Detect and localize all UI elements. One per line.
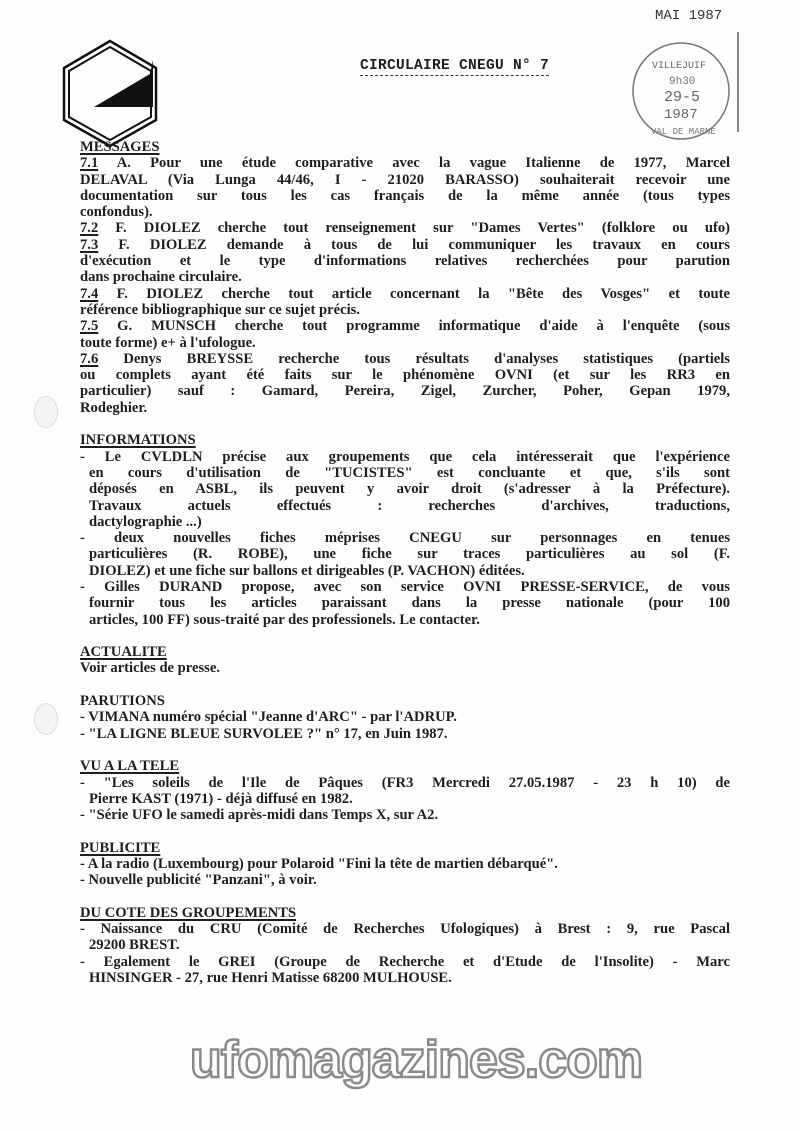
line-text: - deux nouvelles fiches méprises CNEGU sur personnages en tenues [80, 530, 730, 547]
item-number: 7.2 [80, 220, 99, 237]
line-text: articles, 100 FF) sous-traité par des professionels. Le contacter. [89, 611, 480, 628]
line-text: Denys BREYSSE recherche tous résultats d'analyses statistiques (partiels [98, 350, 730, 367]
heading-line [80, 644, 730, 660]
line-text: DIOLEZ) et une fiche sur ballons et dirigeables (P. VACHON) éditées. [89, 562, 525, 579]
text-line [80, 269, 730, 285]
line-text: Rodeghier. [80, 399, 148, 416]
text-line [80, 204, 730, 220]
numbered-item [80, 286, 730, 302]
text-line [80, 546, 730, 562]
text-line [80, 465, 730, 481]
svg-text:VAL DE MARNE: VAL DE MARNE [651, 127, 716, 137]
line-text: référence bibliographique sur ce sujet précis. [80, 301, 360, 318]
line-text: Voir articles de presse. [80, 660, 220, 677]
svg-text:9h30: 9h30 [669, 76, 696, 88]
text-line [80, 709, 730, 725]
text-line [80, 791, 730, 807]
heading-line [80, 840, 730, 856]
line-text: - Egalement le GREI (Groupe de Recherche et d'Etude de l'Insolite) - Marc [80, 953, 730, 970]
text-line [80, 970, 730, 986]
line-text: particulières (R. ROBE), une fiche sur traces particulières au sol (F. [89, 546, 730, 563]
margin-line [737, 32, 739, 132]
line-text: Pierre KAST (1971) - déjà diffusé en 1982. [89, 790, 353, 807]
line-text: - "LA LIGNE BLEUE SURVOLEE ?" n° 17, en Juin 1987. [80, 725, 448, 742]
watermark: ufomagazines.com [190, 1031, 643, 1089]
numbered-item [80, 220, 730, 236]
line-text: toute forme) e+ à l'ufologue. [80, 334, 256, 351]
text-line [80, 660, 730, 676]
section-heading: PARUTIONS [80, 693, 165, 710]
line-text: ou complets ayant été faits sur le phénomène OVNI (et sur les RR3 en [80, 367, 730, 384]
line-text: fournir tous les articles paraissant dans la presse nationale (pour 100 [89, 595, 730, 612]
text-line [80, 188, 730, 204]
text-line [80, 253, 730, 269]
text-line [80, 172, 730, 188]
section-heading: ACTUALITE [80, 644, 167, 661]
text-line [80, 449, 730, 465]
item-number: 7.3 [80, 236, 99, 253]
line-text: F. DIOLEZ demande à tous de lui communiquer les travaux en cours [98, 236, 730, 253]
cnegu-logo [60, 38, 160, 153]
heading-line [80, 758, 730, 774]
text-line [80, 367, 730, 383]
text-line [80, 530, 730, 546]
punch-hole [34, 703, 58, 735]
text-line [80, 595, 730, 611]
numbered-item [80, 155, 730, 171]
postmark-stamp [628, 38, 734, 149]
heading-line [80, 432, 730, 448]
text-line [80, 579, 730, 595]
line-text: particulier) sauf : Gamard, Pereira, Zigel, Zurcher, Poher, Gepan 1979, [80, 383, 730, 400]
line-text: dactylographie ...) [89, 513, 202, 530]
line-text: A. Pour une étude comparative avec la vague Italienne de 1977, Marcel [98, 155, 730, 172]
text-line [80, 612, 730, 628]
section-du-cote-des-groupements [80, 905, 730, 986]
line-text: HINSINGER - 27, rue Henri Matisse 68200 MULHOUSE. [89, 970, 452, 987]
line-text: F. DIOLEZ cherche tout renseignement sur "Dames Vertes" (folklore ou ufo) [98, 220, 730, 237]
line-text: - Naissance du CRU (Comité de Recherches Ufologiques) à Brest : 9, rue Pascal [80, 921, 730, 938]
numbered-item [80, 351, 730, 367]
line-text: DELAVAL (Via Lunga 44/46, I - 21020 BARASSO) souhaiterait recevoir une [80, 171, 730, 188]
svg-text:VILLEJUIF: VILLEJUIF [652, 61, 707, 72]
text-line [80, 954, 730, 970]
svg-text:29-5: 29-5 [664, 89, 701, 106]
line-text: F. DIOLEZ cherche tout article concernant la "Bête des Vosges" et toute [98, 285, 730, 302]
section-heading: INFORMATIONS [80, 432, 196, 449]
line-text: - Le CVLDLN précise aux groupements que cela intéresserait que l'expérience [80, 448, 730, 465]
numbered-item [80, 237, 730, 253]
text-line [80, 563, 730, 579]
section-vu-a-la-tele [80, 758, 730, 823]
text-line [80, 400, 730, 416]
heading-line [80, 693, 730, 709]
document-title: CIRCULAIRE CNEGU N° 7 [360, 58, 550, 74]
section-publicite [80, 840, 730, 889]
heading-line [80, 905, 730, 921]
text-line [80, 481, 730, 497]
section-messages [80, 139, 730, 416]
line-text: documentation sur tous les cas français de la même année (tous types [80, 187, 730, 204]
text-line [80, 335, 730, 351]
svg-text:1987: 1987 [664, 107, 698, 123]
line-text: déposés en ASBL, ils peuvent y avoir droit (s'adresser à la Préfecture). [89, 481, 730, 498]
text-line [80, 921, 730, 937]
line-text: - A la radio (Luxembourg) pour Polaroid "Fini la tête de martien débarqué". [80, 855, 558, 872]
text-line [80, 775, 730, 791]
line-text: confondus). [80, 204, 153, 221]
text-line [80, 383, 730, 399]
section-heading: DU COTE DES GROUPEMENTS [80, 904, 297, 921]
section-heading: VU A LA TELE [80, 758, 180, 775]
text-line [80, 302, 730, 318]
section-informations [80, 432, 730, 628]
line-text: - "Les soleils de l'Ile de Pâques (FR3 Mercredi 27.05.1987 - 23 h 10) de [80, 774, 730, 791]
line-text: - Gilles DURAND propose, avec son service OVNI PRESSE-SERVICE, de vous [80, 579, 730, 595]
text-line [80, 856, 730, 872]
document-date: MAI 1987 [655, 8, 723, 24]
line-text: 29200 BREST. [89, 937, 180, 954]
section-heading: MESSAGES [80, 139, 160, 155]
line-text: - VIMANA numéro spécial "Jeanne d'ARC" - par l'ADRUP. [80, 709, 457, 726]
text-line [80, 937, 730, 953]
heading-line [80, 139, 730, 155]
text-line [80, 498, 730, 514]
line-text: d'exécution et le type d'informations relatives recherchées pour parution [80, 253, 730, 270]
text-line [80, 514, 730, 530]
section-parutions [80, 693, 730, 742]
item-number: 7.6 [80, 350, 99, 367]
line-text: G. MUNSCH cherche tout programme informatique d'aide à l'enquête (sous [98, 318, 730, 335]
line-text: dans prochaine circulaire. [80, 269, 242, 286]
line-text: - "Série UFO le samedi après-midi dans Temps X, sur A2. [80, 807, 439, 824]
punch-hole [34, 396, 58, 428]
section-actualite [80, 644, 730, 677]
line-text: en cours d'utilisation de "TUCISTES" est concluante et que, s'ils sont [89, 464, 730, 481]
text-line [80, 872, 730, 888]
text-line [80, 726, 730, 742]
item-number: 7.5 [80, 318, 99, 335]
line-text: Travaux actuels effectués : recherches d'archives, traductions, [89, 497, 730, 514]
numbered-item [80, 318, 730, 334]
document-body [80, 139, 730, 1003]
section-heading: PUBLICITE [80, 839, 161, 856]
line-text: - Nouvelle publicité "Panzani", à voir. [80, 872, 317, 889]
item-number: 7.4 [80, 285, 99, 302]
item-number: 7.1 [80, 155, 99, 172]
text-line [80, 807, 730, 823]
